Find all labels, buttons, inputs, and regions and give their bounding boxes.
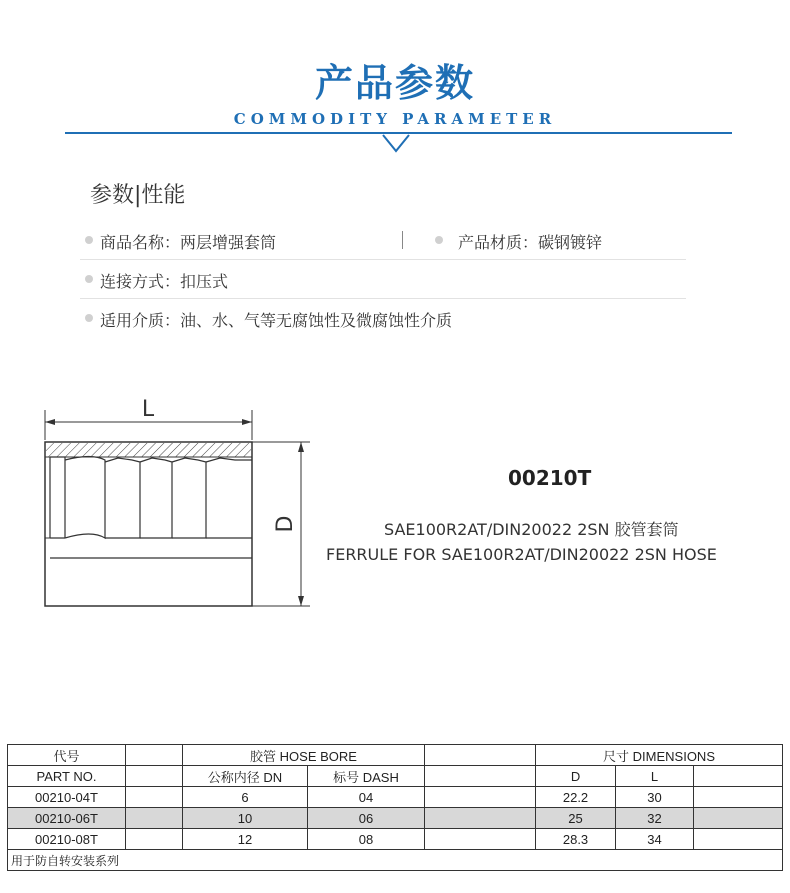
header-d: D [536,766,616,787]
cell-dash: 06 [308,808,425,829]
param-connection: 连接方式：扣压式 [100,272,229,291]
cell-l: 30 [616,787,694,808]
bullet-icon [435,236,443,244]
header-part-no: PART NO. [8,766,126,787]
bullet-icon [85,314,93,322]
table-footnote: 用于防自转安装系列 [8,850,783,871]
header-code-cn: 代号 [8,745,126,766]
cell-d: 25 [536,808,616,829]
cell-l: 34 [616,829,694,850]
page-subtitle: COMMODITY PARAMETER [233,110,557,128]
param-name: 商品名称：两层增强套筒 [100,233,277,252]
cell-dash: 04 [308,787,425,808]
header-dn: 公称内径 DN [183,766,308,787]
table-row [8,829,783,850]
cell-part: 00210-04T [8,787,126,808]
param-medium: 适用介质：油、水、气等无腐蚀性及微腐蚀性介质 [100,311,453,330]
table-row [8,787,783,808]
spec-table [7,744,783,871]
ferrule-drawing [30,390,320,615]
header-hose-bore: 胶管 HOSE BORE [183,745,425,766]
cell-l: 32 [616,808,694,829]
header-dimensions: 尺寸 DIMENSIONS [536,745,783,766]
part-desc-cn: SAE100R2AT/DIN20022 2SN 胶管套筒 [384,520,679,539]
param-material: 产品材质：碳钢镀锌 [458,233,603,252]
chevron-down-icon [382,134,410,154]
cell-dn: 10 [183,808,308,829]
param-divider [402,231,403,249]
header-l: L [616,766,694,787]
param-heading: 参数|性能 [90,183,186,208]
dimension-label-d: D [273,515,298,533]
page-title: 产品参数 [314,61,475,105]
bullet-icon [85,236,93,244]
part-desc-en: FERRULE FOR SAE100R2AT/DIN20022 2SN HOSE [326,545,717,564]
cell-d: 28.3 [536,829,616,850]
cell-part: 00210-08T [8,829,126,850]
table-footnote-row [8,850,783,871]
bullet-icon [85,275,93,283]
table-subheader-row [8,766,783,787]
param-row-connection [80,260,686,299]
part-code: 00210T [508,466,592,490]
dimension-label-l: L [141,397,155,422]
table-header-row [8,745,783,766]
cell-dash: 08 [308,829,425,850]
param-row-name [80,221,686,260]
header-dash: 标号 DASH [308,766,425,787]
cell-d: 22.2 [536,787,616,808]
cell-dn: 6 [183,787,308,808]
cell-dn: 12 [183,829,308,850]
param-row-medium [80,299,686,337]
cell-part: 00210-06T [8,808,126,829]
table-row [8,808,783,829]
